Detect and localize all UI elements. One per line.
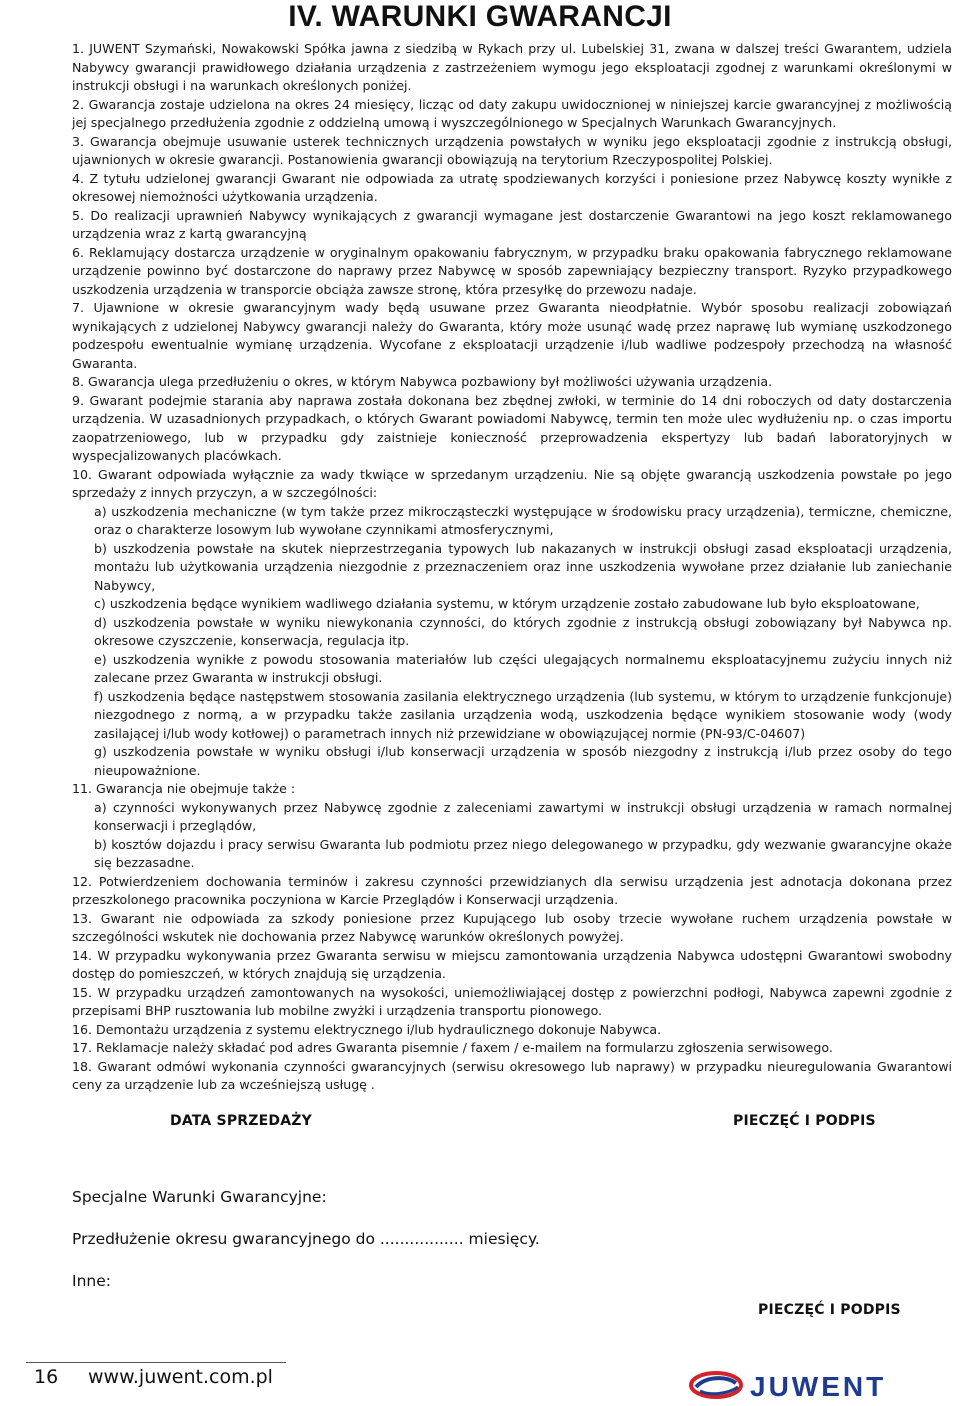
warranty-term: 6. Reklamujący dostarcza urządzenie w oryginalnym opakowaniu fabrycznym, w przypadku braku opakowania fabrycznego reklamowane urządzenie powinno być dostarczone do naprawy przez Nabywcę w sposób zapewniający bezpieczny transport. Ryzyko przypadkowego uszkodzenia urządzenia w transporcie obciąża zawsze stronę, która przesyłkę do przewozu nadaje. (72, 244, 952, 297)
stamp-signature-label-2: PIECZĘĆ I PODPIS (758, 1302, 901, 1318)
warranty-terms-list (72, 40, 952, 1095)
warranty-extension-line: Przedłużenie okresu gwarancyjnego do ................. miesięcy. (72, 1230, 540, 1248)
juwent-logo (688, 1370, 954, 1400)
warranty-term: 10. Gwarant odpowiada wyłącznie za wady tkwiące w sprzedanym urządzeniu. Nie są objęte gwarancją uszkodzenia powstałe po jego sprzedaży z innych przyczyn, a w szczególności: (72, 466, 952, 500)
warranty-term: 15. W przypadku urządzeń zamontowanych na wysokości, uniemożliwiającej dostęp z powierzchni podłogi, Nabywca zapewni zgodnie z przepisami BHP rusztowania lub mobilne zwyżki i urządzenia transportu pionowego. (72, 984, 952, 1018)
warranty-term: 8. Gwarancja ulega przedłużeniu o okres, w którym Nabywca pozbawiony był możliwości używania urządzenia. (72, 374, 773, 389)
warranty-subitem: a) uszkodzenia mechaniczne (w tym także przez mikrocząsteczki występujące w środowisku pracy urządzenia), termiczne, chemiczne, oraz o charakterze losowym lub wywołane czynnikami atmosferycznymi, (94, 503, 952, 537)
juwent-swirl-logo-icon (691, 1373, 741, 1397)
warranty-term: 18. Gwarant odmówi wykonania czynności gwarancyjnych (serwisu okresowego lub naprawy) w przypadku nieuregulowania Gwarantowi ceny za urządzenie lub za wcześniejszą usługę . (72, 1058, 952, 1092)
warranty-term: 13. Gwarant nie odpowiada za szkody poniesione przez Kupującego lub osoby trzecie wywołane ruchem urządzenia powstałe w szczególności wskutek nie dochowania przez Nabywcę warunków określonych powyżej. (72, 910, 952, 944)
warranty-term: 3. Gwarancja obejmuje usuwanie usterek technicznych urządzenia powstałych w wyniku jego eksploatacji zgodnie z instrukcją obsługi, ujawnionych w okresie gwarancji. Postanowienia gwarancji obowiązują na terytorium Rzeczypospolitej Polskiej. (72, 133, 952, 167)
other-conditions-label: Inne: (72, 1272, 111, 1290)
logo-wordmark: JUWENT (750, 1371, 887, 1400)
warranty-term: 9. Gwarant podejmie starania aby naprawa została dokonana bez zbędnej zwłoki, w terminie do 14 dni roboczych od daty dostarczenia urządzenia. W uzasadnionych przypadkach, o których Gwarant powiadomi Nabywcę, termin ten może ulec wydłużeniu np. o czas importu zaopatrzeniowego, lub w przypadku gdy zaistnieje konieczność przeprowadzenia ekspertyzy lub badań laboratoryjnych w wyspecjalizowanych placówkach. (72, 392, 952, 463)
warranty-subitem: e) uszkodzenia wynikłe z powodu stosowania materiałów lub części ulegających normalnemu eksploatacyjnemu zużyciu innych niż zalecane przez Gwaranta w instrukcji obsługi. (94, 651, 952, 685)
warranty-subitem: c) uszkodzenia będące wynikiem wadliwego działania systemu, w którym urządzenie zostało zabudowane lub było eksploatowane, (94, 596, 920, 611)
warranty-subitem: a) czynności wykonywanych przez Nabywcę zgodnie z zaleceniami zawartymi w instrukcji obsługi urządzenia w ramach normalnej konserwacji i przeglądów, (94, 799, 952, 833)
website-url: www.juwent.com.pl (88, 1366, 273, 1388)
page-number: 16 (34, 1366, 59, 1388)
warranty-subitem: b) uszkodzenia powstałe na skutek nieprzestrzegania typowych lub nakazanych w instrukcji obsługi zasad eksploatacji urządzenia, montażu lub użytkowania urządzenia niezgodnie z przeznaczeniem oraz inne uszkodzenia wywołane przez działanie lub zaniechanie Nabywcy, (94, 540, 952, 593)
warranty-term: 7. Ujawnione w okresie gwarancyjnym wady będą usuwane przez Gwaranta nieodpłatnie. Wybór sposobu realizacji zobowiązań wynikających z udzielonej Nabywcy gwarancji należy do Gwaranta, który może usunąć wadę przez naprawę lub wymianę uszkodzonego podzespołu ewentualnie wymianę urządzenia. Wycofane z eksploatacji urządzenie i/lub wadliwe podzespoły przechodzą na własność Gwaranta. (72, 300, 952, 371)
warranty-subitem: d) uszkodzenia powstałe w wyniku niewykonania czynności, do których zgodnie z instrukcją obsługi zobowiązany był Nabywca np. okresowe czyszczenie, konserwacja, regulacja itp. (94, 614, 952, 648)
date-of-sale-label: DATA SPRZEDAŻY (170, 1113, 312, 1129)
warranty-subitem: f) uszkodzenia będące następstwem stosowania zasilania elektrycznego urządzenia (lub systemu, w którym to urządzenie funkcjonuje) niezgodnego z normą, a w przypadku także zasilania urządzenia wodą, uszkodzenia będące wynikiem stosowanie wody (wody zasilającej i/lub wody kotłowej) o parametrach innych niż przewidziane w obowiązującej normie (PN-93/C-04607) (94, 688, 952, 741)
warranty-subitem: b) kosztów dojazdu i pracy serwisu Gwaranta lub podmiotu przez niego delegowanego w przypadku, gdy wezwanie gwarancyjne okaże się bezzasadne. (94, 836, 952, 870)
warranty-term: 4. Z tytułu udzielonej gwarancji Gwarant nie odpowiada za utratę spodziewanych korzyści i poniesione przez Nabywcę koszty wynikłe z okresowej niemożności użytkowania urządzenia. (72, 170, 952, 204)
warranty-subitem: g) uszkodzenia powstałe w wyniku obsługi i/lub konserwacji urządzenia w sposób niezgodny z instrukcją i/lub przez osoby do tego nieupoważnione. (94, 744, 952, 778)
warranty-term: 1. JUWENT Szymański, Nowakowski Spółka jawna z siedzibą w Rykach przy ul. Lubelskiej 31, zwana w dalszej treści Gwarantem, udziela Nabywcy gwarancji prawidłowego działania urządzenia z zastrzeżeniem wymogu jego eksploatacji zgodnej z warunkami określonymi w instrukcji obsługi i na warunkach określonych poniżej. (72, 41, 952, 93)
warranty-term: 2. Gwarancja zostaje udzielona na okres 24 miesięcy, licząc od daty zakupu uwidocznionej w niniejszej karcie gwarancyjnej z możliwością jej specjalnego przedłużenia zgodnie z oddzielną umową i wyszczególnionego w Specjalnych Warunkach Gwarancyjnych. (72, 96, 952, 130)
stamp-signature-label: PIECZĘĆ I PODPIS (733, 1113, 876, 1129)
warranty-term: 16. Demontażu urządzenia z systemu elektrycznego i/lub hydraulicznego dokonuje Nabywca. (72, 1021, 662, 1037)
special-conditions-heading: Specjalne Warunki Gwarancyjne: (72, 1188, 327, 1206)
footer-divider (26, 1362, 286, 1363)
warranty-term: 11. Gwarancja nie obejmuje także : (72, 781, 296, 796)
warranty-term: 17. Reklamacje należy składać pod adres Gwaranta pisemnie / faxem / e-mailem na formularzu zgłoszenia serwisowego. (72, 1040, 833, 1055)
warranty-term: 14. W przypadku wykonywania przez Gwaranta serwisu w miejscu zamontowania urządzenia Nabywca udostępni Gwarantowi swobodny dostęp do pomieszczeń, w których znajdują się urządzenia. (72, 947, 952, 981)
warranty-term: 12. Potwierdzeniem dochowania terminów i zakresu czynności przewidzianych dla serwisu urządzenia jest adnotacja dokonana przez przeszkolonego pracownika poczyniona w Karcie Przeglądów i Konserwacji urządzenia. (72, 873, 952, 907)
warranty-term: 5. Do realizacji uprawnień Nabywcy wynikających z gwarancji wymagane jest dostarczenie Gwarantowi na jego koszt reklamowanego urządzenia wraz z kartą gwarancyjną (72, 207, 952, 241)
page-title: IV. WARUNKI GWARANCJI (288, 0, 672, 33)
